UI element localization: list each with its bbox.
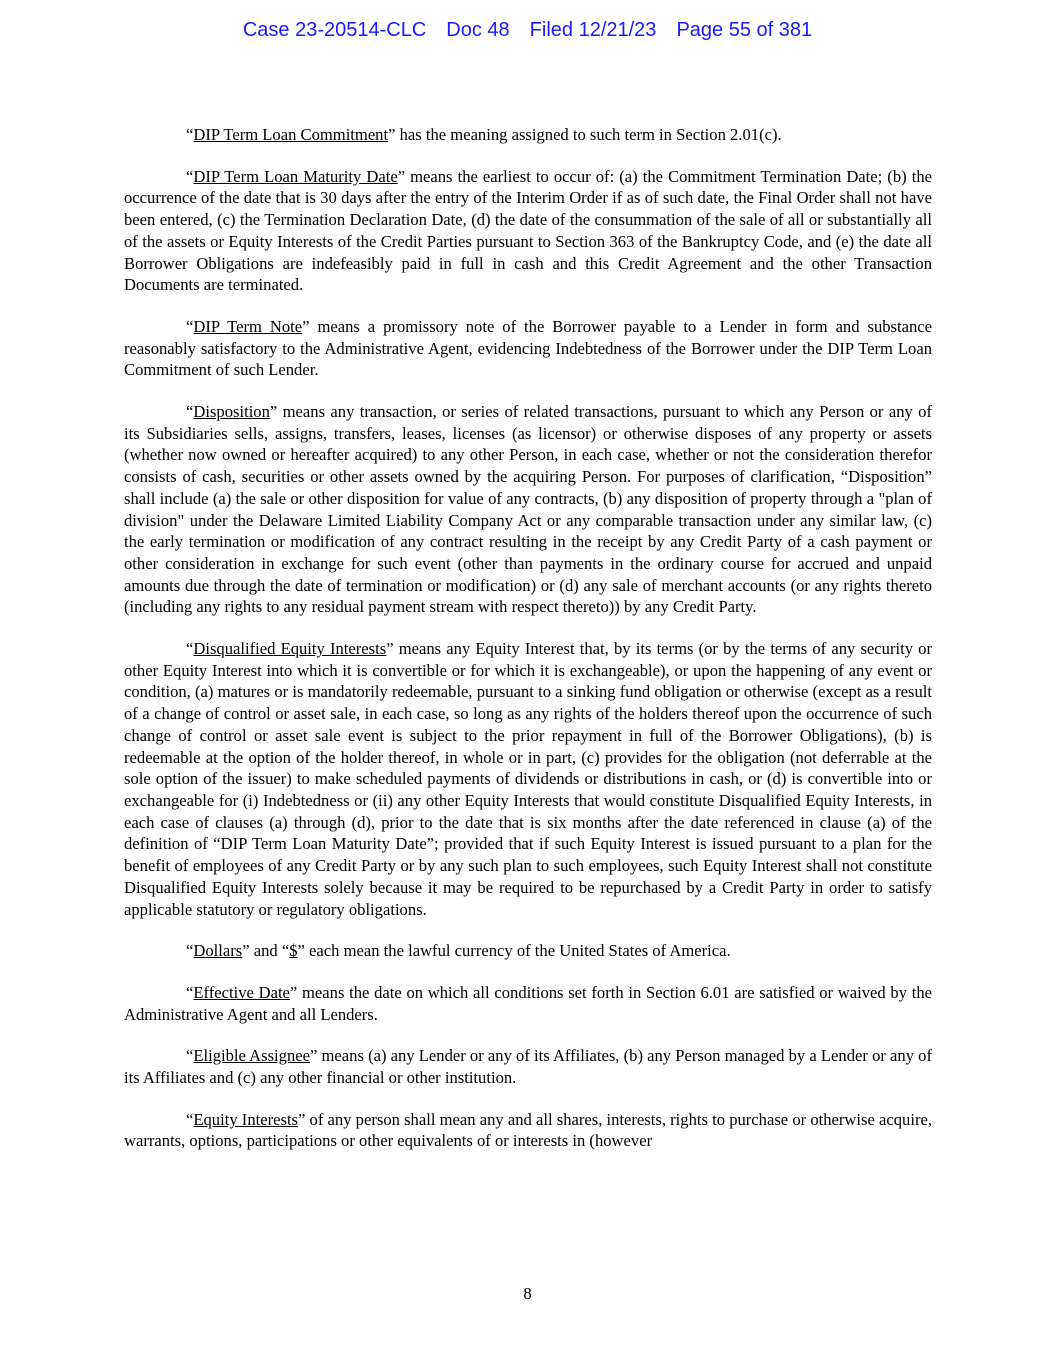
open-quote: “	[186, 402, 194, 422]
document-body	[124, 124, 932, 1172]
defined-term: Equity Interests	[193, 1109, 299, 1129]
defined-term: Eligible Assignee	[193, 1046, 310, 1066]
open-quote: “	[186, 1046, 194, 1066]
definition-text: ” means the date on which all conditions set forth in Section 6.01 are satisfied or waived by the Administrative Agent and all Lenders.	[124, 982, 932, 1024]
definition-text: ” of any person shall mean any and all shares, interests, rights to purchase or otherwise acquire, warrants, options, participations or other equivalents of or interests in (however	[124, 1109, 932, 1151]
defined-term: Effective Date	[193, 982, 290, 1002]
page-count: Page 55 of 381	[676, 19, 813, 41]
definition-effective-date	[124, 982, 932, 1025]
definition-dollars	[124, 940, 932, 962]
definition-text: ” has the meaning assigned to such term in Section 2.01(c).	[388, 125, 782, 144]
open-quote: “	[186, 166, 194, 186]
open-quote: “	[186, 982, 194, 1002]
open-quote: “	[186, 941, 194, 961]
definition-dip-term-loan-maturity-date	[124, 166, 932, 296]
definition-text: ” each mean the lawful currency of the United States of America.	[297, 941, 731, 961]
open-quote: “	[186, 639, 194, 659]
quote-joiner: ” and “	[242, 941, 290, 961]
defined-term: Dollars	[193, 941, 243, 961]
defined-term: DIP Term Loan Maturity Date	[193, 166, 398, 186]
definition-text: ” means any transaction, or series of related transactions, pursuant to which any Person or any of its Subsidiaries sells, assigns, transfers, leases, licenses (as licensor) or otherwise disposes of any property or assets (whether now owned or hereafter acquired) to any other Person, in each case, whether or not the consideration therefor consists of cash, securities or other assets owned by the acquiring Person. For purposes of clarification, “Disposition” shall include (a) the sale or other disposition for value of any contracts, (b) any disposition of property through a "plan of division" under the Delaware Limited Liability Company Act or any comparable transaction under any similar law, (c) the early termination or modification of any contract resulting in the receipt by any Credit Party of a cash payment or other consideration in exchange for such event (other than payments in the ordinary course for accrued and unpaid amounts due through the date of termination or modification) or (d) any sale of merchant accounts (or any rights thereto (including any rights to any residual payment stream with respect thereto)) by any Credit Party.	[124, 402, 932, 617]
definition-text: ” means any Equity Interest that, by its terms (or by the terms of any security or other Equity Interest into which it is convertible or for which it is exchangeable), or upon the happening of any event or condition, (a) matures or is mandatorily redeemable, pursuant to a sinking fund obligation or otherwise (except as a result of a change of control or asset sale, in each case, so long as any rights of the holders thereof upon the occurrence of such change of control or asset sale event is subject to the prior repayment in full of the Borrower Obligations), (b) is redeemable at the option of the holder thereof, in whole or in part, (c) provides for the obligation (not deferrable at the sole option of the issuer) to make scheduled payments of dividends or distributions in cash, or (d) is convertible into or exchangeable for (i) Indebtedness or (ii) any other Equity Interests that would constitute Disqualified Equity Interests, in each case of clauses (a) through (d), prior to the date that is six months after the date referenced in clause (a) of the definition of “DIP Term Loan Maturity Date”; provided that if such Equity Interest is issued pursuant to a plan for the benefit of employees of any Credit Party or by any such plan to such employees, such Equity Interest shall not constitute Disqualified Equity Interests solely because it may be required to be repurchased by a Credit Party in order to satisfy applicable statutory or regulatory obligations.	[124, 639, 932, 919]
open-quote: “	[186, 316, 194, 336]
case-header	[0, 19, 1055, 42]
definition-dip-term-loan-commitment	[124, 124, 932, 146]
definition-disposition	[124, 401, 932, 618]
definition-text: ” means the earliest to occur of: (a) the Commitment Termination Date; (b) the occurrence of the date that is 30 days after the entry of the Interim Order if as of such date, the Final Order shall not have been entered, (c) the Termination Declaration Date, (d) the date of the consummation of the sale of all or substantially all of the assets or Equity Interests of the Credit Parties pursuant to Section 363 of the Bankruptcy Code, and (e) the date all Borrower Obligations are indefeasibly paid in full in cash and this Credit Agreement and the other Transaction Documents are terminated.	[124, 166, 932, 295]
page-number: 8	[523, 1284, 532, 1303]
defined-term: DIP Term Note	[193, 316, 303, 336]
definition-text: ” means a promissory note of the Borrower payable to a Lender in form and substance reasonably satisfactory to the Administrative Agent, evidencing Indebtedness of the Borrower under the DIP Term Loan Commitment of such Lender.	[124, 316, 932, 380]
definition-text: ” means (a) any Lender or any of its Affiliates, (b) any Person managed by a Lender or any of its Affiliates and (c) any other financial or other institution.	[124, 1046, 932, 1088]
open-quote: “	[186, 125, 194, 144]
definition-equity-interests	[124, 1109, 932, 1152]
defined-term: DIP Term Loan Commitment	[193, 125, 389, 144]
definition-eligible-assignee	[124, 1045, 932, 1088]
defined-term: Disqualified Equity Interests	[193, 639, 387, 659]
defined-term: Disposition	[193, 402, 270, 422]
filed-date: Filed 12/21/23	[529, 19, 657, 41]
definition-dip-term-note	[124, 316, 932, 381]
open-quote: “	[186, 1109, 194, 1129]
doc-number: Doc 48	[446, 19, 510, 41]
definition-disqualified-equity-interests	[124, 638, 932, 920]
defined-term-symbol: $	[289, 941, 298, 961]
case-number: Case 23-20514-CLC	[242, 19, 427, 41]
